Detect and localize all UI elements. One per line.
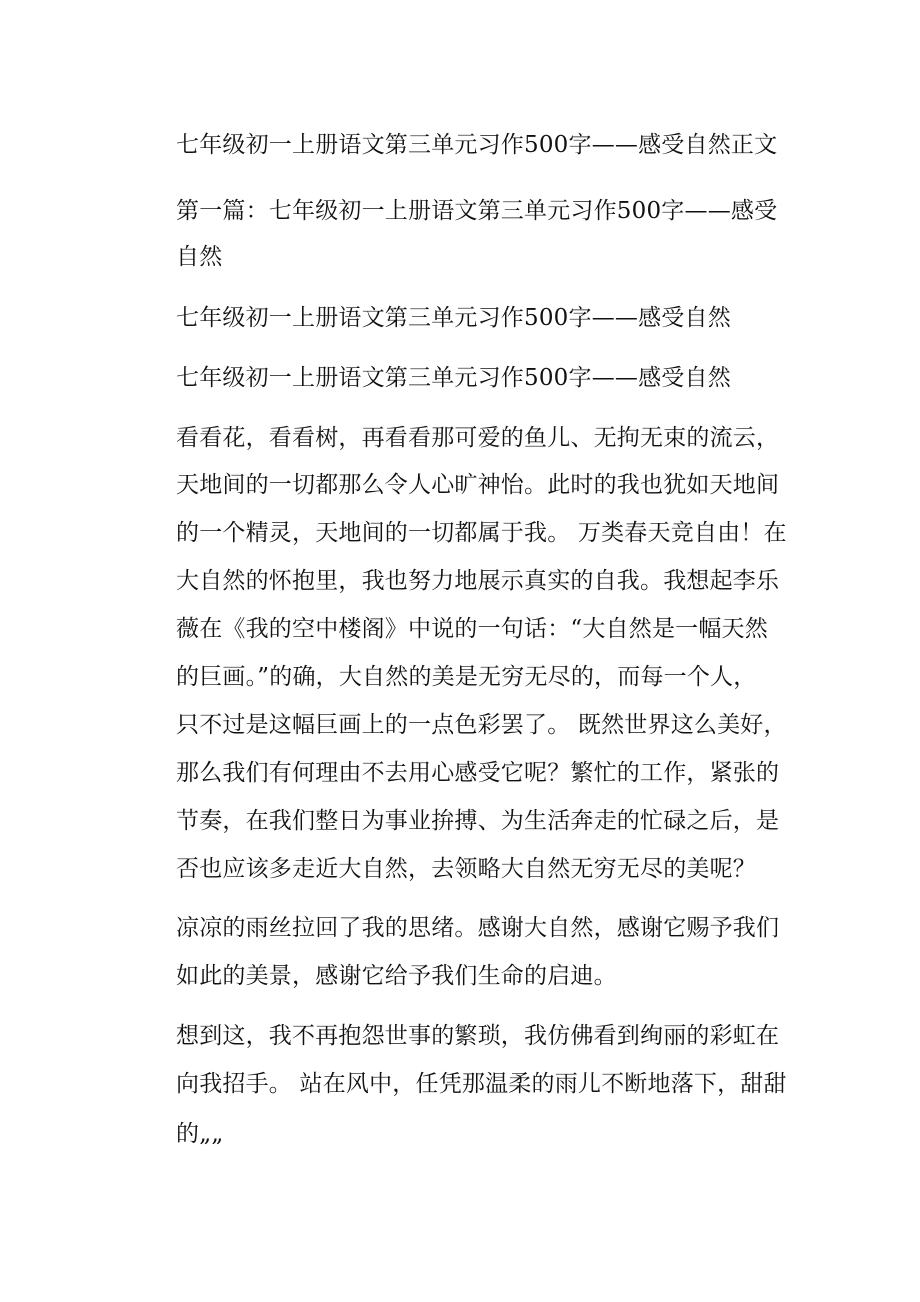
paragraph-line: 想到这，我不再抱怨世事的繁琐，我仿佛看到绚丽的彩虹在	[176, 1023, 780, 1049]
subtitle-2: 七年级初一上册语文第三单元习作500字——感受自然	[176, 365, 731, 391]
paragraph-line: 否也应该多走近大自然，去领略大自然无穷无尽的美呢？	[176, 856, 756, 882]
chapter-heading-line-2: 自然	[176, 244, 223, 270]
paragraph-line: 节奏，在我们整日为事业拚搏、为生活奔走的忙碌之后，是	[176, 808, 780, 834]
paragraph-line: 大自然的怀抱里，我也努力地展示真实的自我。我想起李乐	[176, 568, 780, 594]
paragraph-line: 的一个精灵，天地间的一切都属于我。 万类春天竞自由！在	[176, 520, 787, 546]
paragraph-line: 天地间的一切都那么令人心旷神怡。此时的我也犹如天地间	[176, 472, 780, 498]
paragraph-line: 那么我们有何理由不去用心感受它呢？繁忙的工作，紧张的	[176, 760, 780, 786]
document-title: 七年级初一上册语文第三单元习作500字——感受自然正文	[176, 132, 778, 158]
paragraph-line: 如此的美景，感谢它给予我们生命的启迪。	[176, 963, 617, 989]
paragraph-line: 的„„	[176, 1121, 224, 1147]
paragraph-line: 凉凉的雨丝拉回了我的思绪。感谢大自然，感谢它赐予我们	[176, 915, 780, 941]
subtitle-1: 七年级初一上册语文第三单元习作500字——感受自然	[176, 305, 731, 331]
paragraph-line: 只不过是这幅巨画上的一点色彩罢了。 既然世界这么美好，	[176, 712, 787, 738]
paragraph-line: 薇在《我的空中楼阁》中说的一句话：“大自然是一幅天然	[176, 616, 768, 642]
paragraph-line: 看看花，看看树，再看看那可爱的鱼儿、无拘无束的流云，	[176, 425, 780, 451]
paragraph-line: 的巨画。”的确，大自然的美是无穷无尽的，而每一个人，	[176, 664, 757, 690]
chapter-heading-line-1: 第一篇：七年级初一上册语文第三单元习作500字——感受	[176, 198, 778, 224]
paragraph-line: 向我招手。 站在风中，任凭那温柔的雨儿不断地落下，甜甜	[176, 1071, 787, 1097]
